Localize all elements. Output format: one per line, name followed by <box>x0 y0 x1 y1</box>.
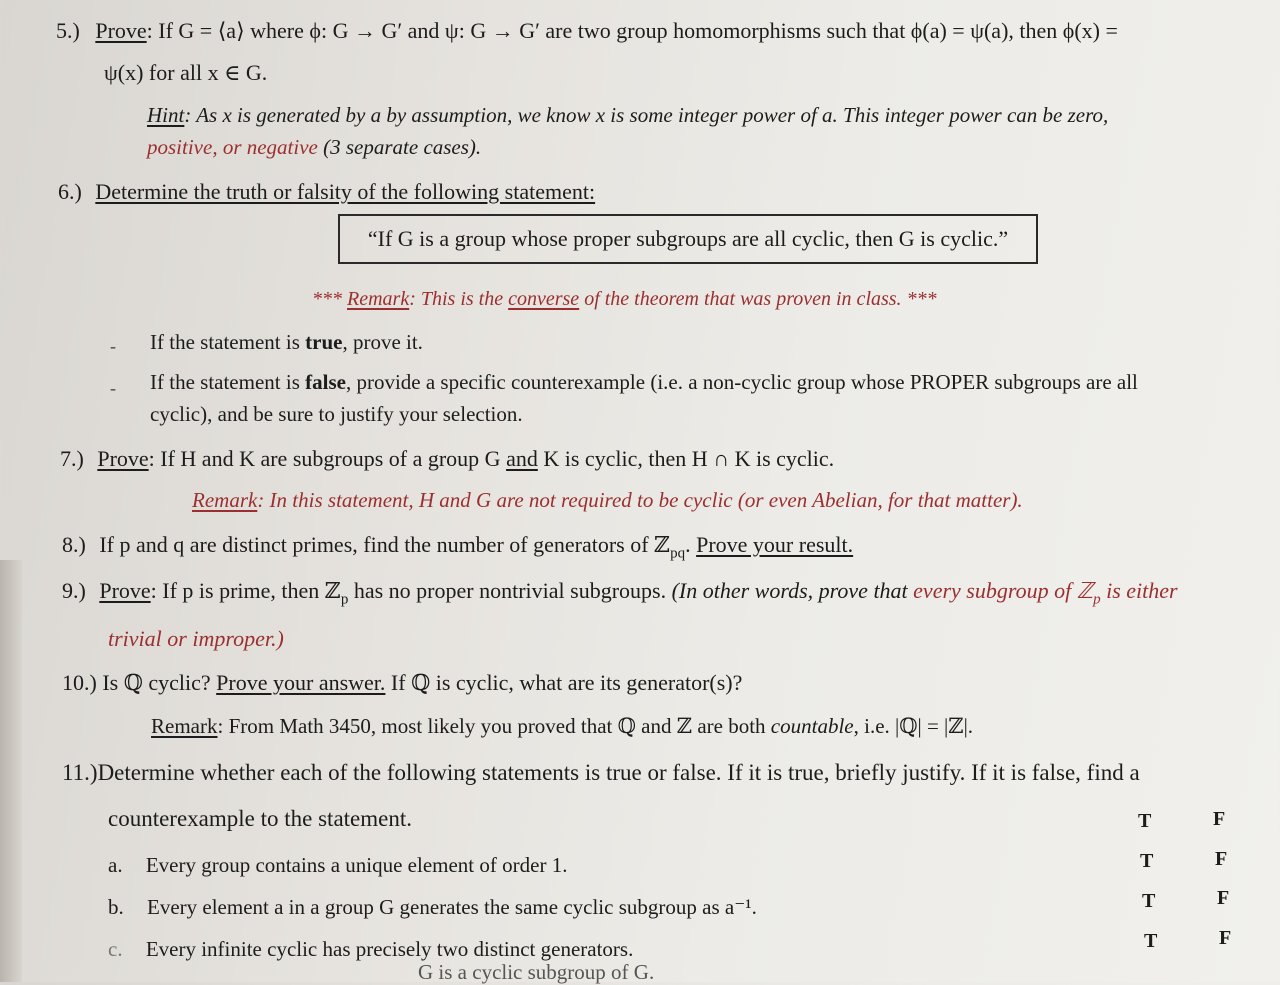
bullet-2-false: false <box>305 370 346 394</box>
bullet-dash-1: - <box>110 336 116 356</box>
true-option-a[interactable]: T <box>1138 810 1152 832</box>
question-11-line-1 <box>62 760 1140 786</box>
question-10-remark-text-a: : From Math 3450, most likely you proved that ℚ and ℤ are both <box>217 714 771 738</box>
page-edge-shadow <box>0 560 22 982</box>
question-8-line <box>62 532 853 562</box>
true-option-c[interactable]: T <box>1142 890 1156 912</box>
question-10-remark-label: Remark <box>151 714 218 738</box>
remark-text-end: of the theorem that was proven in class. <box>579 288 902 310</box>
question-9-text-b: has no proper nontrivial subgroups. <box>348 578 672 603</box>
question-9-prove-label: Prove <box>99 578 151 603</box>
question-9-subscript: p <box>340 591 349 608</box>
question-11-item-a <box>108 853 567 878</box>
question-11-item-d-partial: G is a cyclic subgroup of G. <box>418 960 655 984</box>
question-10-line <box>62 670 742 696</box>
remark-label: Remark <box>347 288 410 310</box>
question-6-line <box>58 179 595 205</box>
bullet-dash-2: - <box>110 378 116 398</box>
question-5-hint-line-1 <box>147 103 1108 128</box>
hint-text-2: (3 separate cases). <box>317 135 482 159</box>
question-5-prove-label: Prove <box>95 18 147 43</box>
question-7-prove-label: Prove <box>97 446 149 471</box>
item-b-label: b. <box>108 895 124 919</box>
question-6-bullet-2 <box>150 370 1138 395</box>
question-11-line-2: counterexample to the statement. <box>108 806 412 831</box>
question-10-prove-label: Prove your answer. <box>216 670 386 695</box>
false-option-a[interactable]: F <box>1213 808 1226 830</box>
question-10-number: 10.) <box>62 670 97 695</box>
false-option-c[interactable]: F <box>1217 887 1230 909</box>
question-10-text-b: If ℚ is cyclic, what are its generator(s)? <box>385 670 743 695</box>
question-11-item-c <box>108 937 633 962</box>
question-5-text-1: : If G = ⟨a⟩ where ϕ: G → G′ and ψ: G → G′ are two group homomorphisms such that ϕ(a) = ψ(a), then ϕ(x) = <box>146 18 1118 43</box>
item-b-text: Every element a in a group G generates the same cyclic subgroup as a⁻¹. <box>147 895 757 919</box>
question-11-number: 11.) <box>62 760 98 785</box>
false-option-b[interactable]: F <box>1215 848 1228 870</box>
question-8-number: 8.) <box>62 532 86 557</box>
question-10-remark <box>151 714 973 739</box>
question-8-prove-label: Prove your result. <box>696 532 854 557</box>
question-7-text-a: : If H and K are subgroups of a group G <box>148 446 507 471</box>
question-6-bullet-2-line-2: cyclic), and be sure to justify your selection. <box>150 402 523 426</box>
question-9-line-1 <box>62 578 1178 608</box>
true-option-d[interactable]: T <box>1144 930 1158 952</box>
question-7-and: and <box>506 446 538 471</box>
question-9-line-2: trivial or improper.) <box>108 626 284 651</box>
true-option-b[interactable]: T <box>1140 850 1154 872</box>
false-option-d[interactable]: F <box>1219 927 1232 949</box>
question-10-countable: countable <box>770 714 854 738</box>
remark-stars-left: *** <box>312 288 342 310</box>
item-a-label: a. <box>108 853 123 877</box>
hint-text-1: : As x is generated by a by assumption, we know x is some integer power of a. This integer power can be zero, <box>184 103 1109 127</box>
bullet-1-true: true <box>305 330 343 354</box>
question-8-subscript: pq <box>670 545 686 562</box>
hint-label: Hint <box>147 103 185 127</box>
item-a-text: Every group contains a unique element of order 1. <box>145 853 568 877</box>
question-5-hint-line-2 <box>147 135 481 160</box>
question-7-remark-label: Remark <box>192 488 258 512</box>
question-7-text-b: K is cyclic, then H ∩ K is cyclic. <box>537 446 835 471</box>
question-6-number: 6.) <box>58 179 82 204</box>
question-7-number: 7.) <box>60 446 84 471</box>
question-5-number: 5.) <box>56 18 80 43</box>
question-9-text-a: : If p is prime, then ℤ <box>150 578 341 603</box>
question-11-item-b <box>108 895 757 920</box>
bullet-1-text-a: If the statement is <box>150 330 306 354</box>
statement-text: “If G is a group whose proper subgroups are all cyclic, then G is cyclic.” <box>367 226 1009 251</box>
question-9-red-subscript: p <box>1093 591 1101 608</box>
bullet-2-text-a: If the statement is <box>150 370 306 394</box>
question-7-remark-text: : In this statement, H and G are not required to be cyclic (or even Abelian, for that matter). <box>257 488 1023 512</box>
question-10-remark-text-b: , i.e. |ℚ| = |ℤ|. <box>853 714 974 738</box>
question-9-italic: (In other words, prove that <box>671 578 914 603</box>
remark-converse: converse <box>508 288 580 310</box>
question-7-remark <box>192 488 1023 513</box>
question-9-red-b: is either <box>1100 578 1178 603</box>
question-6-bullet-1 <box>150 330 423 355</box>
question-11-text-1: Determine whether each of the following statements is true or false. If it is true, briefly justify. If it is false, find a <box>97 760 1140 785</box>
statement-box <box>338 214 1038 264</box>
question-10-text-a: Is ℚ cyclic? <box>102 670 217 695</box>
hint-text-2-red: positive, or negative <box>147 135 318 159</box>
question-7-line <box>60 446 834 472</box>
question-5-line-1 <box>56 18 1118 44</box>
remark-stars-right: *** <box>906 288 937 310</box>
question-8-text: If p and q are distinct primes, find the number of generators of ℤ <box>99 532 671 557</box>
bullet-1-text-c: , prove it. <box>342 330 423 354</box>
question-9-red-a: every subgroup of ℤ <box>913 578 1094 603</box>
question-6-heading: Determine the truth or falsity of the following statement: <box>95 179 596 204</box>
question-9-number: 9.) <box>62 578 86 603</box>
item-c-label: c. <box>108 937 123 961</box>
question-6-remark <box>312 288 937 311</box>
question-8-dot: . <box>685 532 697 557</box>
bullet-2-text-c: , provide a specific counterexample (i.e. a non-cyclic group whose PROPER subgroups are all <box>345 370 1138 394</box>
question-5-line-2: ψ(x) for all x ∈ G. <box>104 60 268 85</box>
remark-text-mid: : This is the <box>409 288 509 310</box>
item-c-text: Every infinite cyclic has precisely two distinct generators. <box>145 937 634 961</box>
